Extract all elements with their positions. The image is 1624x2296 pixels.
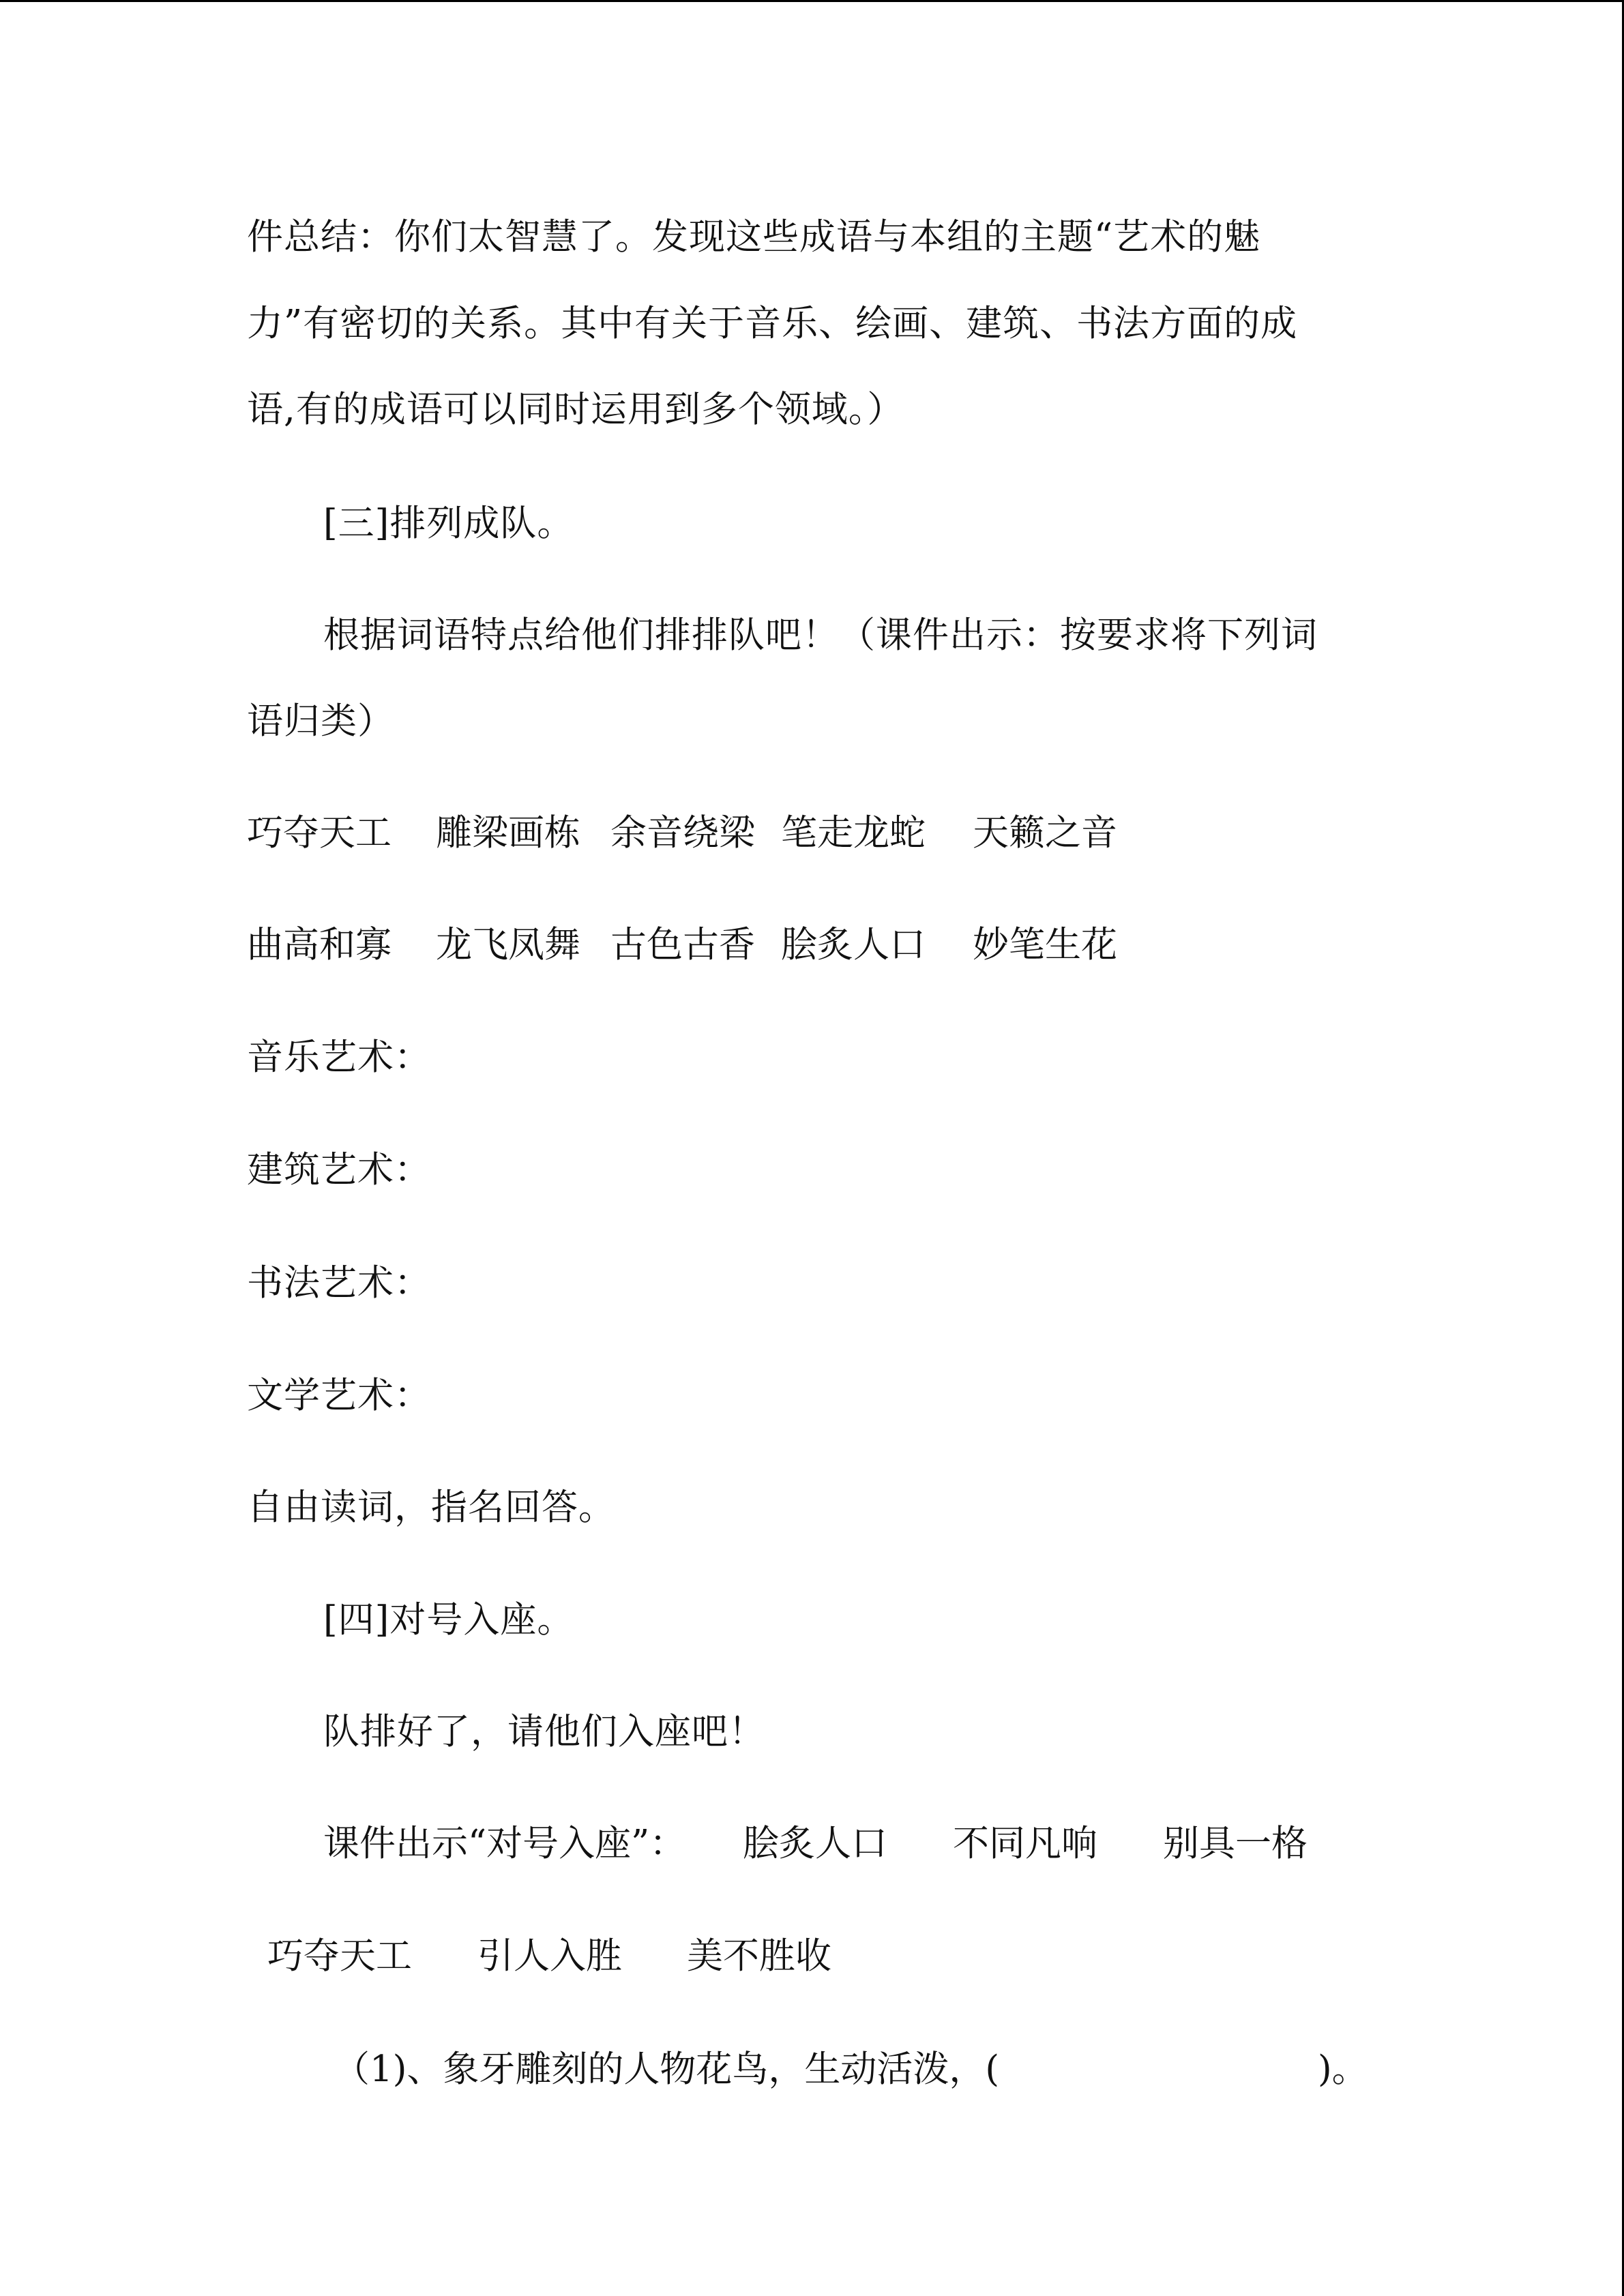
category-label-literature: 文学艺术： xyxy=(247,1375,431,1416)
idiom: 别具一格 xyxy=(1163,1823,1308,1864)
idiom: 雕梁画栋 xyxy=(436,812,580,854)
idiom: 曲高和寡 xyxy=(247,924,392,966)
sentence-1 xyxy=(247,2046,1368,2237)
idiom: 不同凡响 xyxy=(953,1823,1097,1864)
instruction-line: 根据词语特点给他们排排队吧！（课件出示：按要求将下列词 xyxy=(323,614,1318,656)
courseware-prefix: 课件出示“对号入座”： xyxy=(323,1823,686,1864)
section4-line: 队排好了，请他们入座吧！ xyxy=(323,1711,765,1753)
sentence-text: （1)、象牙雕刻的人物花鸟，生动活泼，( xyxy=(334,2048,1000,2090)
idiom: 妙笔生花 xyxy=(973,924,1117,966)
free-read-line: 自由读词，指名回答。 xyxy=(247,1487,615,1528)
section-heading-3: [三]排列成队。 xyxy=(323,503,574,544)
idiom: 脍炙人口 xyxy=(781,924,926,966)
idiom: 巧夺天工 xyxy=(267,1935,412,1977)
section-heading-4: [四]对号入座。 xyxy=(323,1599,574,1641)
idiom: 笔走龙蛇 xyxy=(781,812,926,854)
paragraph-line: 件总结：你们太智慧了。发现这些成语与本组的主题“艺术的魅 xyxy=(247,216,1261,258)
sentence-end: )。 xyxy=(1318,2048,1368,2090)
idiom: 美不胜收 xyxy=(687,1935,831,1977)
paragraph-line: 力”有密切的关系。其中有关于音乐、绘画、建筑、书法方面的成 xyxy=(247,303,1298,344)
idiom: 巧夺天工 xyxy=(247,812,392,854)
idiom: 龙飞凤舞 xyxy=(436,924,580,966)
page-border-top xyxy=(0,0,1624,2)
category-label-calligraphy: 书法艺术： xyxy=(247,1262,431,1304)
idiom: 余音绕梁 xyxy=(610,812,755,854)
paragraph-line: 语,有的成语可以同时运用到多个领域。） xyxy=(247,389,904,430)
category-label-music: 音乐艺术： xyxy=(247,1037,431,1078)
idiom: 脍炙人口 xyxy=(743,1823,887,1864)
idiom: 天籁之音 xyxy=(973,812,1117,854)
category-label-architecture: 建筑艺术： xyxy=(247,1149,431,1191)
idiom: 古色古香 xyxy=(610,924,755,966)
idiom: 引人入胜 xyxy=(477,1935,622,1977)
instruction-line: 语归类） xyxy=(247,700,394,742)
